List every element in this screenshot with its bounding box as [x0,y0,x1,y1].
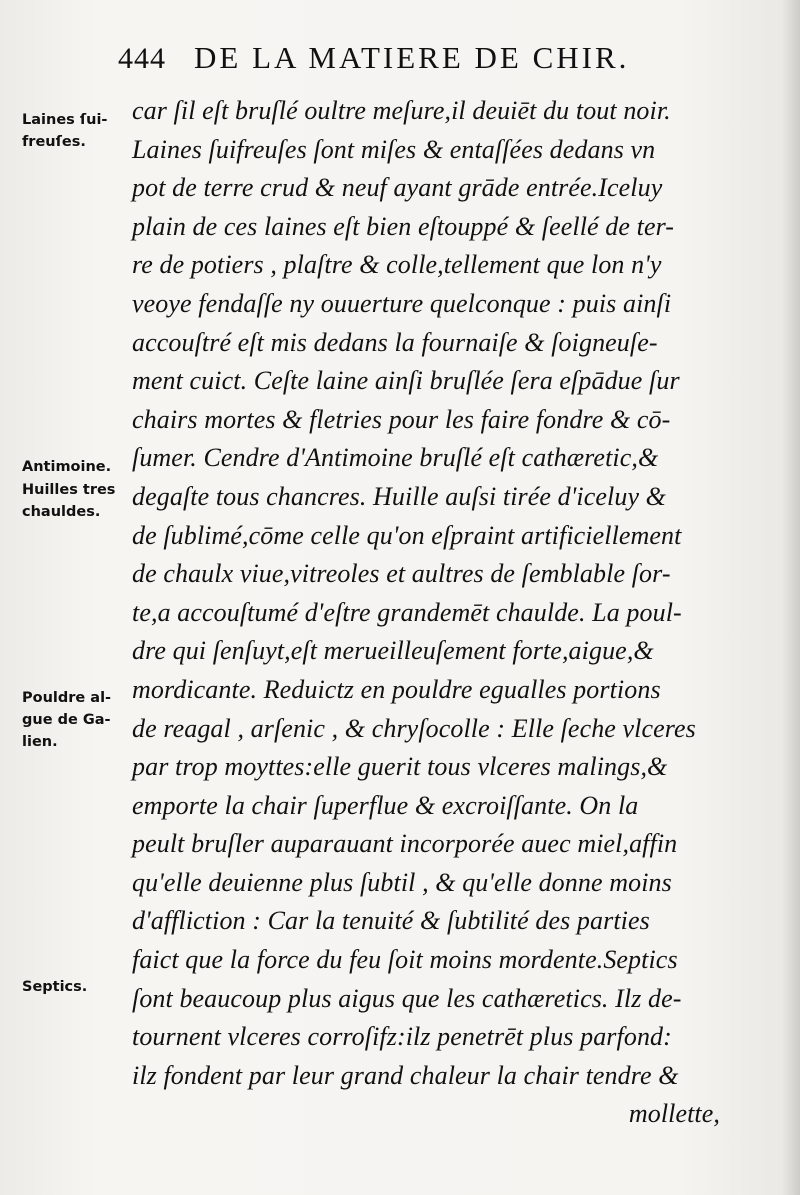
text-line: veoye fendaſſe ny ouuerture quelconque : puis ainſi [132,288,672,318]
text-line: de reagal , arſenic , & chryſocolle : Elle ſeche vlceres [132,713,696,743]
text-line: de ſublimé,cōme celle qu'on eſpraint artificiellement [132,520,682,550]
text-line: emporte la chair ſuperflue & excroiſſante. On la [132,790,639,820]
page-edge-shadow [782,0,800,1195]
marginal-note-antimoine [22,457,132,479]
text-line: qu'elle deuienne plus ſubtil , & qu'elle donne moins [132,867,672,897]
text-line: mordicante. Reduictz en pouldre egualles portions [132,674,661,704]
text-line: faict que la force du feu ſoit moins mordente.Septics [132,945,678,975]
marginal-note-pouldre [22,688,132,754]
text-line: ment cuict. Ceſte laine ainſi bruſlée ſera eſpādue ſur [132,366,680,396]
text-line: pot de terre crud & neuf ayant grāde entrée.Iceluy [132,173,663,203]
text-line: chairs mortes & fletries pour les faire fondre & cō- [132,404,671,434]
marginal-note-line: chauldes. [22,504,101,520]
marginal-note-line: freuſes. [22,134,86,150]
running-title: DE LA MATIERE DE CHIR. [194,40,630,75]
body-text [132,92,742,1134]
page-header [118,40,738,80]
text-line: mollette, [628,1099,720,1129]
marginal-note-line: lien. [22,734,58,750]
text-line: ſumer. Cendre d'Antimoine bruſlé eſt cathæretic,& [132,443,659,473]
marginal-note-line: Pouldre al- [22,690,112,706]
text-line: de chaulx viue,vitreoles et aultres de ſemblable ſor- [132,559,671,589]
marginal-note-line: Huilles tres [22,482,116,498]
text-line: par trop moyttes:elle guerit tous vlceres malings,& [132,752,668,782]
text-line: peult bruſler auparauant incorporée auec miel,affin [132,829,678,859]
text-line: degaſte tous chancres. Huille auſsi tirée d'iceluy & [132,481,667,511]
marginal-note-huilles [22,480,132,524]
text-line: d'affliction : Car la tenuité & ſubtilité des parties [132,906,650,936]
marginal-note-line: gue de Ga- [22,712,111,728]
text-line: ilz fondent par leur grand chaleur la chair tendre & [132,1060,679,1090]
text-line: plain de ces laines eſt bien eſtouppé & ſeellé de ter- [132,211,675,241]
text-line: re de potiers , plaſtre & colle,tellement que lon n'y [132,250,662,280]
text-line: dre qui ſenſuyt,eſt merueilleuſement forte,aigue,& [132,636,654,666]
marginal-note-laines [22,110,132,154]
text-line: accouſtré eſt mis dedans la fournaiſe & ſoigneuſe- [132,327,658,357]
text-line: ſont beaucoup plus aigus que les cathæretics. Ilz de- [132,983,682,1013]
marginal-note-line: Antimoine. [22,459,112,475]
text-line: Laines ſuifreuſes ſont miſes & entaſſées dedans vn [132,134,656,164]
text-line: tournent vlceres corroſifz:ilz penetrēt plus parfond: [132,1022,672,1052]
text-line: te,a accouſtumé d'eſtre grandemēt chaulde. La poul- [132,597,682,627]
page-number: 444 [118,42,166,75]
marginal-note-line: Septics. [22,979,88,995]
marginal-note-line: Laines ſui- [22,112,108,128]
marginal-note-septics [22,977,132,999]
text-line: car ſil eſt bruſlé oultre meſure,il deuiēt du tout noir. [132,96,671,125]
